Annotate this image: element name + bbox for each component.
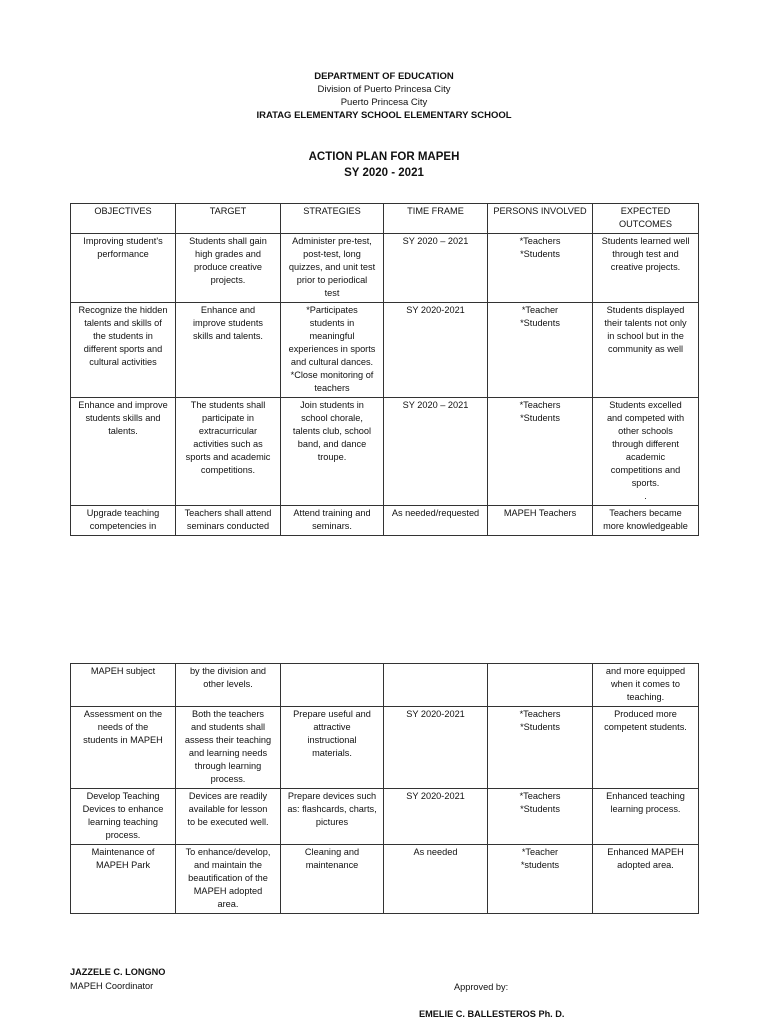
- action-plan-table: [70, 203, 699, 536]
- table-cell: Recognize the hidden talents and skills of the students in different sports and cultural activities: [71, 303, 176, 398]
- table-cell: SY 2020-2021: [384, 707, 488, 789]
- approved-by-name: EMELIE C. BALLESTEROS Ph. D.: [419, 1009, 565, 1019]
- table-cell: [281, 664, 384, 707]
- city-name: Puerto Princesa City: [340, 97, 428, 108]
- table-cell: Enhance and improve students skills and talents.: [176, 303, 281, 398]
- column-header-objectives: OBJECTIVES: [71, 204, 176, 234]
- table-cell: MAPEH subject: [71, 664, 176, 707]
- table-cell: The students shall participate in extracurricular activities such as sports and academic competitions.: [176, 398, 281, 506]
- division-name: Division of Puerto Princesa City: [317, 84, 451, 95]
- school-name: IRATAG ELEMENTARY SCHOOL ELEMENTARY SCHOOL: [256, 110, 512, 121]
- table-cell: *Teachers *Students: [488, 398, 593, 506]
- table-cell: Prepare devices such as: flashcards, charts, pictures: [281, 789, 384, 845]
- table-cell: and more equipped when it comes to teaching.: [593, 664, 699, 707]
- table-cell: Attend training and seminars.: [281, 506, 384, 536]
- table-cell: *Teacher *Students: [488, 303, 593, 398]
- title-line-1: ACTION PLAN FOR MAPEH: [308, 151, 460, 163]
- table-cell: To enhance/develop, and maintain the beautification of the MAPEH adopted area.: [176, 845, 281, 914]
- table-row: [71, 845, 699, 914]
- table-cell: SY 2020-2021: [384, 789, 488, 845]
- table-cell: [488, 664, 593, 707]
- table-cell: As needed: [384, 845, 488, 914]
- table-cell: Students shall gain high grades and produce creative projects.: [176, 234, 281, 303]
- table-cell: Maintenance of MAPEH Park: [71, 845, 176, 914]
- title-line-2: SY 2020 - 2021: [344, 167, 424, 179]
- prepared-by-name: JAZZELE C. LONGNO: [70, 967, 166, 977]
- document-header: [0, 70, 768, 122]
- table-cell: Students learned well through test and creative projects.: [593, 234, 699, 303]
- column-header-persons-involved: PERSONS INVOLVED: [488, 204, 593, 234]
- table-cell: *Participates students in meaningful experiences in sports and cultural dances. *Close monitoring of teachers: [281, 303, 384, 398]
- table-cell: SY 2020-2021: [384, 303, 488, 398]
- table-cell: Enhanced MAPEH adopted area.: [593, 845, 699, 914]
- approved-by-label: Approved by:: [454, 982, 509, 992]
- column-header-expected-outcomes: EXPECTED OUTCOMES: [593, 204, 699, 234]
- table-cell: *Teachers *Students: [488, 789, 593, 845]
- table-cell: Teachers became more knowledgeable: [593, 506, 699, 536]
- column-header-strategies: STRATEGIES: [281, 204, 384, 234]
- table-cell: Prepare useful and attractive instructional materials.: [281, 707, 384, 789]
- table-cell: Cleaning and maintenance: [281, 845, 384, 914]
- action-plan-table-continued: [70, 663, 699, 914]
- table-cell: Students displayed their talents not only in school but in the community as well: [593, 303, 699, 398]
- table-row: [71, 398, 699, 506]
- table-cell: Develop Teaching Devices to enhance learning teaching process.: [71, 789, 176, 845]
- table-row: [71, 707, 699, 789]
- table-cell: *Teachers *Students: [488, 234, 593, 303]
- table-cell: *Teacher *students: [488, 845, 593, 914]
- document-title: [0, 149, 768, 181]
- table-row: [71, 234, 699, 303]
- table-cell: Students excelled and competed with other schools through different academic competitions and sports. .: [593, 398, 699, 506]
- table-cell: *Teachers *Students: [488, 707, 593, 789]
- table-cell: Devices are readily available for lesson to be executed well.: [176, 789, 281, 845]
- table-cell: Enhance and improve students skills and talents.: [71, 398, 176, 506]
- table-cell: Improving student's performance: [71, 234, 176, 303]
- column-header-time-frame: TIME FRAME: [384, 204, 488, 234]
- table-cell: Enhanced teaching learning process.: [593, 789, 699, 845]
- column-header-target: TARGET: [176, 204, 281, 234]
- table-cell: As needed/requested: [384, 506, 488, 536]
- table-cell: [384, 664, 488, 707]
- table-header-row: [71, 204, 699, 234]
- table-cell: SY 2020 – 2021: [384, 234, 488, 303]
- table-cell: Produced more competent students.: [593, 707, 699, 789]
- table-cell: Upgrade teaching competencies in: [71, 506, 176, 536]
- table-cell: Both the teachers and students shall assess their teaching and learning needs through learning process.: [176, 707, 281, 789]
- table-cell: by the division and other levels.: [176, 664, 281, 707]
- table-row: [71, 789, 699, 845]
- prepared-by-role: MAPEH Coordinator: [70, 981, 154, 991]
- table-cell: Teachers shall attend seminars conducted: [176, 506, 281, 536]
- table-cell: Assessment on the needs of the students in MAPEH: [71, 707, 176, 789]
- table-row: [71, 303, 699, 398]
- table-cell: MAPEH Teachers: [488, 506, 593, 536]
- table-row: [71, 506, 699, 536]
- table-cell: Join students in school chorale, talents club, school band, and dance troupe.: [281, 398, 384, 506]
- table-cell: Administer pre-test, post-test, long quizzes, and unit test prior to periodical test: [281, 234, 384, 303]
- department-name: DEPARTMENT OF EDUCATION: [314, 71, 454, 82]
- table-row: [71, 664, 699, 707]
- table-cell: SY 2020 – 2021: [384, 398, 488, 506]
